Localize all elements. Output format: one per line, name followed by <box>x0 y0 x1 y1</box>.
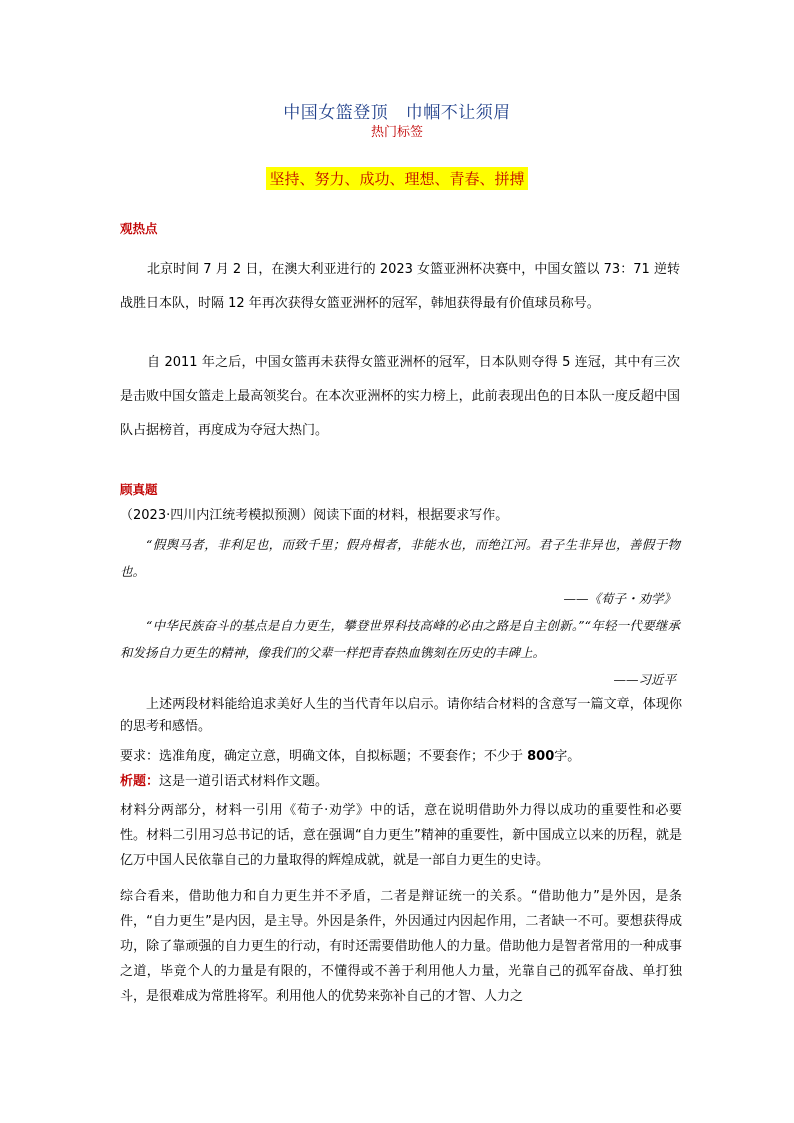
hot-tags: 坚持、努力、成功、理想、青春、拼搏 <box>266 167 527 190</box>
writing-requirement <box>120 746 682 768</box>
question-source: （2023·四川内江统考模拟预测）阅读下面的材料，根据要求写作。 <box>120 508 509 523</box>
article-subtitle: 热门标签 <box>370 125 423 140</box>
analysis-label: 析题： <box>120 774 160 789</box>
quote-1: “假舆马者，非利足也，而致千里；假舟楫者，非能水也，而绝江河。君子生非异也，善假于物也。 <box>120 537 680 579</box>
hot-view-paragraph-1: 北京时间 7 月 2 日，在澳大利亚进行的 2023 女篮亚洲杯决赛中，中国女篮以 73：71 逆转战胜日本队，时隔 12 年再次获得女篮亚洲杯的冠军，韩旭获得最有价值球员称号。 <box>120 262 680 311</box>
analysis-paragraph-1: 材料分两部分，材料一引用《荀子·劝学》中的话，意在说明借助外力得以成功的重要性和必要性。材料二引用习总书记的话，意在强调“自力更生”精神的重要性，新中国成立以来的历程，就是亿万中国人民依靠自己的力量取得的辉煌成就，就是一部自力更生的史诗。 <box>120 803 682 868</box>
tags-row <box>0 167 794 190</box>
writing-prompt: 上述两段材料能给追求美好人生的当代青年以启示。请你结合材料的含意写一篇文章，体现你的思考和感悟。 <box>120 697 682 734</box>
requirement-prefix: 要求：选准角度，确定立意，明确文体，自拟标题；不要套作；不少于 <box>120 749 528 764</box>
analysis-intro-line <box>120 771 682 793</box>
quote-2: “中华民族奋斗的基点是自力更生，攀登世界科技高峰的必由之路是自主创新。”“年轻一代要继承和发扬自力更生的精神，像我们的父辈一样把青春热血镌刻在历史的丰碑上。 <box>120 618 680 660</box>
requirement-suffix: 字。 <box>554 749 581 764</box>
article-title: 中国女篮登顶 巾帼不让须眉 <box>283 103 511 123</box>
requirement-count: 800 <box>527 749 555 764</box>
analysis-paragraph-2: 综合看来，借助他力和自力更生并不矛盾，二者是辩证统一的关系。“借助他力”是外因，是条件，“自力更生”是内因，是主导。外因是条件，外因通过内因起作用，二者缺一不可。要想获得成功，除了靠顽强的自力更生的行动，有时还需要借助他人的力量。借助他力是智者常用的一种成事之道，毕竟个人的力量是有限的，不懂得或不善于利用他人力量，光靠自己的孤军奋战、单打独斗，是很难成为常胜将军。利用他人的优势来弥补自己的才智、人力之 <box>120 889 682 1004</box>
quote-2-attribution: ——习近平 <box>613 672 676 687</box>
question-heading: 顾真题 <box>120 482 158 497</box>
quote-1-attribution: ——《荀子・劝学》 <box>563 591 676 606</box>
hot-view-heading: 观热点 <box>120 221 158 236</box>
hot-view-paragraph-2: 自 2011 年之后，中国女篮再未获得女篮亚洲杯的冠军，日本队则夺得 5 连冠，其中有三次是击败中国女篮走上最高领奖台。在本次亚洲杯的实力榜上，此前表现出色的日本队一度反超中国队占据榜首，再度成为夺冠大热门。 <box>120 355 680 438</box>
analysis-intro: 这是一道引语式材料作文题。 <box>159 774 329 789</box>
